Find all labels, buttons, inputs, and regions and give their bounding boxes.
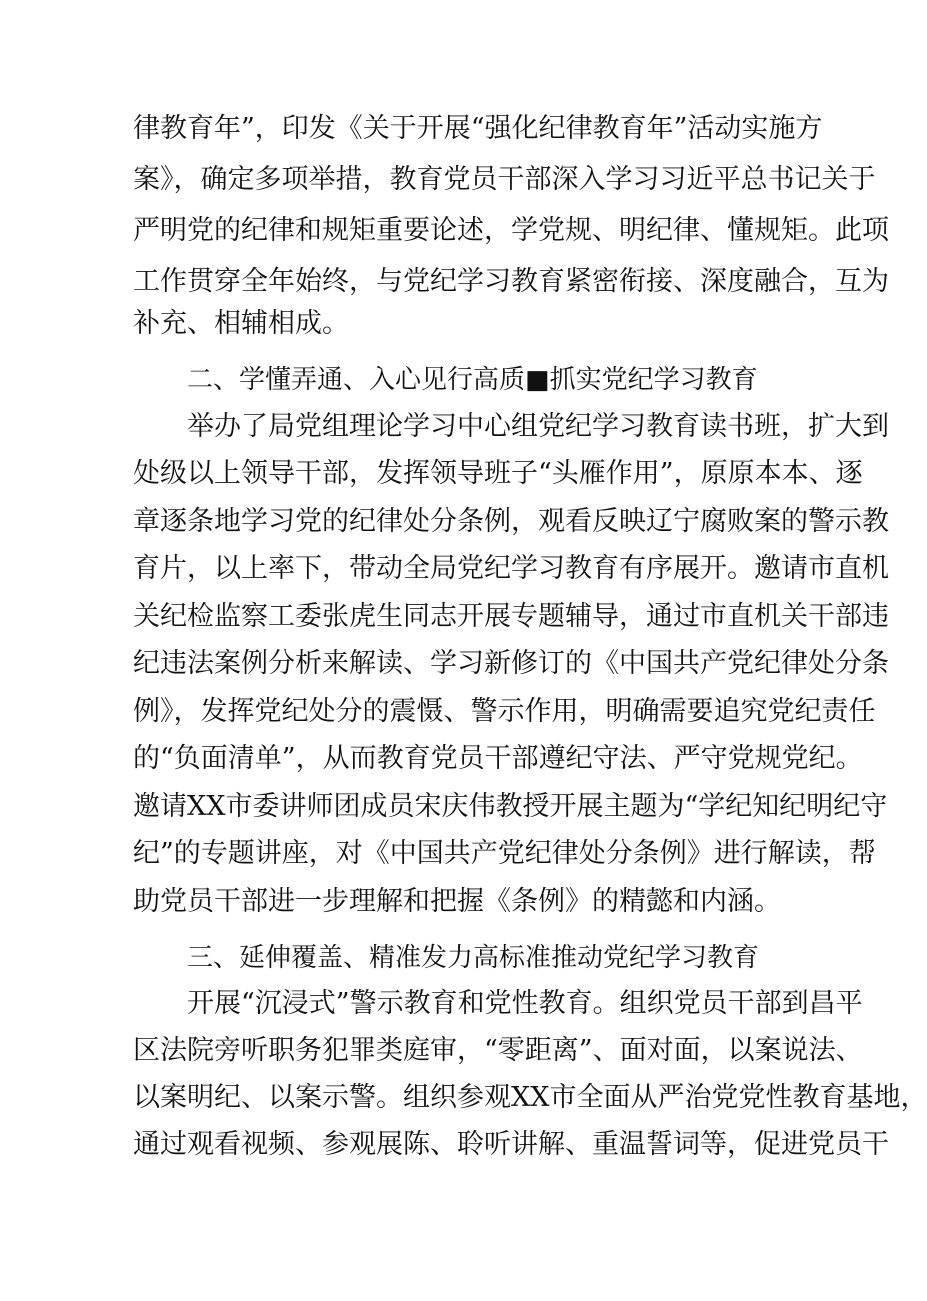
paragraph-line: 律教育年”，印发《关于开展“强化纪律教育年”活动实施方 — [133, 113, 823, 144]
paragraph-line: 例》，发挥党纪处分的震慑、警示作用，明确需要追究党纪责任 — [133, 696, 876, 727]
paragraph-line: 纪”的专题讲座，对《中国共产党纪律处分条例》进行解读，帮 — [133, 838, 876, 869]
paragraph-line: 开展“沉浸式”警示教育和党性教育。组织党员干部到昌平 — [187, 988, 863, 1019]
paragraph-line: 以案明纪、以案示警。组织参观XX市全面从严治党党性教育基地， — [133, 1082, 927, 1113]
paragraph-line: 严明党的纪律和规矩重要论述，学党规、明纪律、懂规矩。此项 — [133, 215, 889, 246]
paragraph-line: 补充、相辅相成。 — [133, 308, 349, 339]
paragraph-line: 区法院旁听职务犯罪类庭审，“零距离”、面对面，以案说法、 — [133, 1035, 863, 1066]
paragraph-line: 纪违法案例分析来解读、学习新修订的《中国共产党纪律处分条 — [133, 648, 889, 679]
paragraph-line: 助党员干部进一步理解和把握《条例》的精懿和内涵。 — [133, 886, 781, 917]
paragraph-line: 关纪检监察工委张虎生同志开展专题辅导，通过市直机关干部违 — [133, 601, 889, 632]
paragraph-line: 的“负面清单”，从而教育党员干部遵纪守法、严守党规党纪。 — [133, 743, 863, 774]
paragraph-line: 处级以上领导干部，发挥领导班子“头雁作用”，原原本本、逐 — [133, 458, 863, 489]
paragraph-line: 案》，确定多项举措，教育党员干部深入学习习近平总书记关于 — [133, 164, 876, 195]
paragraph-line: 邀请XX市委讲师团成员宋庆伟教授开展主题为“学纪知纪明纪守 — [133, 791, 888, 822]
section-heading: 二、学懂弄通、入心见行高质■抓实党纪学习教育 — [187, 365, 758, 395]
section-heading: 三、延伸覆盖、精准发力高标准推动党纪学习教育 — [187, 943, 760, 973]
paragraph-line: 育片，以上率下，带动全局党纪学习教育有序展开。邀请市直机 — [133, 553, 889, 584]
paragraph-line: 章逐条地学习党的纪律处分条例，观看反映辽宁腐败案的警示教 — [133, 506, 889, 537]
paragraph-line: 通过观看视频、参观展陈、聆听讲解、重温誓词等，促进党员干 — [133, 1129, 889, 1160]
paragraph-line: 举办了局党组理论学习中心组党纪学习教育读书班，扩大到 — [187, 411, 889, 442]
paragraph-line: 工作贯穿全年始终，与党纪学习教育紧密衔接、深度融合，互为 — [133, 266, 889, 297]
